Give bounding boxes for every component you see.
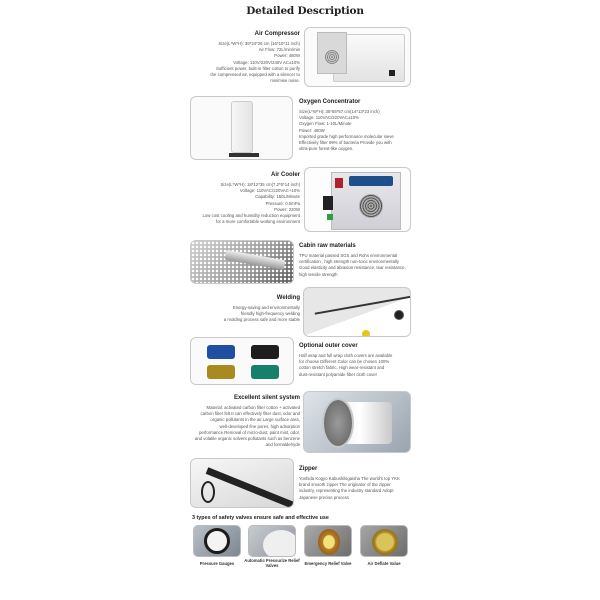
- section-heading: Air Compressor: [254, 31, 300, 37]
- valve-label: Automatic Pressurize Relief Valves: [244, 558, 300, 568]
- spec-line: Japanese precise process: [299, 494, 349, 500]
- page-title: Detailed Description: [246, 5, 364, 17]
- zipper-image: [190, 458, 294, 508]
- spec-line: dust-resistant polyamide fiber cloth cover: [299, 371, 378, 377]
- fan-icon: [359, 194, 383, 218]
- spec-line: Pressure: 0.0mPa: [265, 200, 300, 206]
- welding-text: [190, 295, 300, 324]
- section-heading: Oxygen Concentrator: [299, 99, 361, 105]
- green-port-icon: [327, 214, 333, 220]
- spec-line: ultra-pure forest-like oxygen.: [299, 146, 354, 152]
- silent-system-text: [170, 395, 300, 448]
- spec-line: Low cost cooling and humidity reduction equipment: [202, 213, 300, 219]
- filter-cap-icon: [322, 398, 354, 448]
- spec-line: friendly high-frequency welding: [240, 311, 300, 317]
- section-heading: Air Cooler: [270, 172, 300, 178]
- spec-line: brand smooth zipper The originator of the zipper: [299, 482, 391, 488]
- spec-line: Power: 480W: [274, 53, 300, 59]
- welding-image: [303, 287, 411, 337]
- spec-line: Capability: 150L/Minute: [255, 194, 300, 200]
- spec-line: Size(L*W*H): 35*65*57 cm(14*13*23 inch): [299, 109, 380, 114]
- connector-icon: [323, 196, 333, 210]
- spec-line: Effectively filter 99% of bacteria Provide you with: [299, 140, 392, 146]
- zipper-tape-icon: [206, 467, 294, 508]
- spec-line: Voltage: 110V/220V/240V AC±10%: [233, 59, 300, 65]
- blue-cover-icon: [207, 345, 235, 359]
- air-deflate-valve-image: [360, 525, 408, 557]
- display-panel-icon: [349, 176, 393, 186]
- spec-line: minimise noise.: [270, 78, 300, 84]
- emergency-relief-valve-image: [304, 525, 352, 557]
- oxygen-concentrator-icon: [231, 101, 253, 153]
- black-cover-icon: [251, 345, 279, 359]
- spec-line: Air Flow: 72L/min/min: [258, 47, 300, 53]
- gauge-icon: [204, 528, 230, 554]
- valve-label: Emergency Relief Valve: [304, 561, 352, 566]
- spec-line: and formaldehyde: [265, 442, 300, 448]
- tpu-strip-icon: [225, 250, 286, 270]
- power-switch-icon: [389, 70, 395, 76]
- zipper-pull-icon: [201, 481, 215, 503]
- section-heading: Cabin raw materials: [299, 243, 356, 249]
- relief-valve-icon: [263, 530, 296, 557]
- cabin-raw-materials-text: [299, 243, 421, 278]
- yellow-valve-icon: [362, 330, 370, 337]
- air-compressor-image: [304, 27, 411, 87]
- safety-valves-title: 3 types of safety valves ensure safe and effective use: [192, 515, 329, 521]
- green-cover-icon: [251, 365, 279, 379]
- spec-line: performance.Removal of micro-dust, paint mist, odor,: [198, 429, 300, 435]
- pressure-dial-icon: [394, 310, 404, 320]
- oxygen-concentrator-image: [190, 96, 293, 160]
- spec-line: organic pollutants in the air.Large surface area,: [210, 417, 300, 423]
- spec-line: industry, representing the industry standard Adopt: [299, 488, 394, 494]
- auto-relief-valve-image: [248, 525, 296, 557]
- spec-line: carbon fiber felt.It can effectively filter dust, odor and: [200, 411, 300, 417]
- spec-line: Energy-saving and environmentally: [232, 305, 300, 310]
- spec-line: cotton stretch fabric. High wear-resistant and: [299, 365, 385, 371]
- cabin-raw-materials-image: [190, 240, 294, 284]
- spec-line: Half wrap and full wrap cloth covers are available: [299, 353, 393, 358]
- pressure-gauge-image: [193, 525, 241, 557]
- zipper-text: [299, 466, 421, 501]
- spec-line: Size(L*W*H): 39*24*26 cm (16*10*11 inch): [218, 41, 300, 46]
- spec-line: Voltage: 110VAC/220VAC+10%: [239, 188, 300, 194]
- spec-line: and volatile organic solvent pollutants such as benzene: [194, 436, 300, 442]
- oxygen-concentrator-text: [299, 99, 421, 152]
- spec-line: Good elasticity and abrasion resistance, tear resistance,: [299, 265, 406, 271]
- spec-line: Material: activated carbon filter cotton + activated: [206, 405, 300, 410]
- valve-label: Pressure Gauges: [199, 561, 235, 566]
- fan-icon: [325, 50, 339, 64]
- outer-cover-image: [190, 337, 294, 385]
- valve-label: Air Deflate Value: [367, 561, 401, 566]
- spec-line: for choose Different Color can be chosen 100%: [299, 359, 390, 365]
- silent-system-image: [303, 391, 411, 453]
- spec-line: Size(L*W*H): 18*12*35 cm(7.2*5*14 inch): [220, 182, 300, 187]
- spec-line: a molding process safe and more stable: [223, 317, 300, 323]
- deflate-valve-icon: [372, 529, 398, 555]
- detailed-description-page: [190, 0, 420, 600]
- section-heading: Zipper: [299, 466, 318, 472]
- concentrator-base-icon: [229, 153, 259, 157]
- spec-line: for a more comfortable working environment: [215, 219, 300, 225]
- spec-line: certification , high strength non-toxic environmentally: [299, 259, 400, 265]
- spec-line: TPU material passed SGS and Rohs environmental: [299, 253, 398, 258]
- section-heading: Optional outer cover: [299, 343, 358, 349]
- spec-line: well-developed fine pores, high adsorption: [219, 423, 300, 429]
- spec-line: Sufficient power, built-in filter cotton to purify: [216, 65, 300, 71]
- spec-line: Oxygen Flow: 1-10L/Minute: [299, 121, 352, 127]
- red-indicator-icon: [335, 178, 343, 188]
- yellow-cover-icon: [207, 365, 235, 379]
- spec-line: high tensile strength: [299, 271, 338, 277]
- section-heading: Excellent silent system: [233, 395, 300, 401]
- outer-cover-text: [299, 343, 421, 378]
- spec-line: Power: 220W: [274, 206, 300, 212]
- brass-valve-icon: [318, 529, 340, 555]
- section-heading: Welding: [276, 295, 300, 301]
- air-cooler-image: [304, 167, 411, 232]
- spec-line: Power: 480W: [299, 127, 325, 133]
- air-cooler-text: [170, 172, 300, 225]
- air-compressor-text: [190, 31, 300, 84]
- spec-line: Imported grade high performance molecular sieve: [299, 133, 394, 139]
- spec-line: Voltage: 110VAC/220VAC±10%: [299, 115, 359, 121]
- spec-line: Yoshida Kogyo Kabushikigaisha The world's top YKK: [299, 476, 400, 481]
- spec-line: the compressed air, equipped with a silencer to: [210, 72, 300, 78]
